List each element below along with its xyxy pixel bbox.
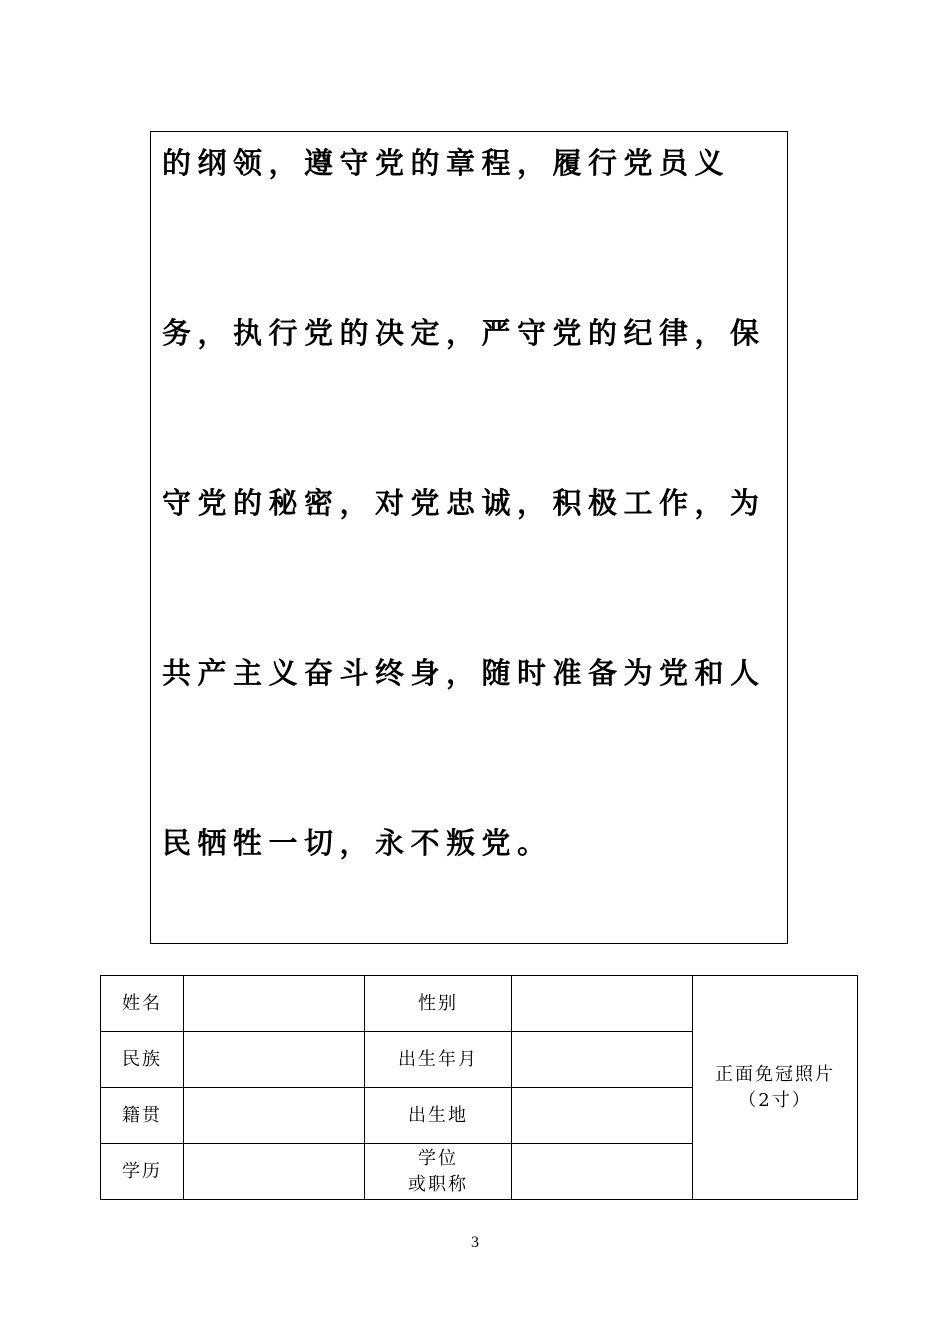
- photo-cell[interactable]: [693, 976, 858, 1200]
- oath-line-1: 的纲领，遵守党的章程，履行党员义: [162, 146, 731, 180]
- degree-field[interactable]: [512, 1144, 693, 1200]
- birth-date-field[interactable]: [512, 1032, 693, 1088]
- gender-field[interactable]: [512, 976, 693, 1032]
- ethnicity-field[interactable]: [184, 1032, 365, 1088]
- oath-line-5: 民牺牲一切，永不叛党。: [162, 826, 553, 860]
- personal-info-table: [100, 975, 858, 1200]
- oath-line-3: 守党的秘密，对党忠诚，积极工作，为: [162, 486, 766, 520]
- gender-label: 性别: [365, 976, 512, 1032]
- oath-line-2: 务，执行党的决定，严守党的纪律，保: [162, 316, 766, 350]
- education-field[interactable]: [184, 1144, 365, 1200]
- native-place-label: 籍贯: [101, 1088, 184, 1144]
- oath-text-box: [150, 131, 788, 944]
- oath-line-4: 共产主义奋斗终身，随时准备为党和人: [162, 656, 766, 690]
- ethnicity-label: 民族: [101, 1032, 184, 1088]
- photo-label: 正面免冠照片: [715, 1063, 835, 1085]
- degree-label-line1: 学位: [418, 1147, 458, 1169]
- birth-date-label: 出生年月: [365, 1032, 512, 1088]
- table-row: [101, 976, 858, 1032]
- page-number: 3: [471, 1234, 479, 1251]
- birthplace-field[interactable]: [512, 1088, 693, 1144]
- photo-size-label: （2寸）: [738, 1089, 812, 1111]
- native-place-field[interactable]: [184, 1088, 365, 1144]
- degree-label: [365, 1144, 512, 1200]
- degree-label-line2: 或职称: [408, 1173, 468, 1195]
- name-label: 姓名: [101, 976, 184, 1032]
- education-label: 学历: [101, 1144, 184, 1200]
- name-field[interactable]: [184, 976, 365, 1032]
- birthplace-label: 出生地: [365, 1088, 512, 1144]
